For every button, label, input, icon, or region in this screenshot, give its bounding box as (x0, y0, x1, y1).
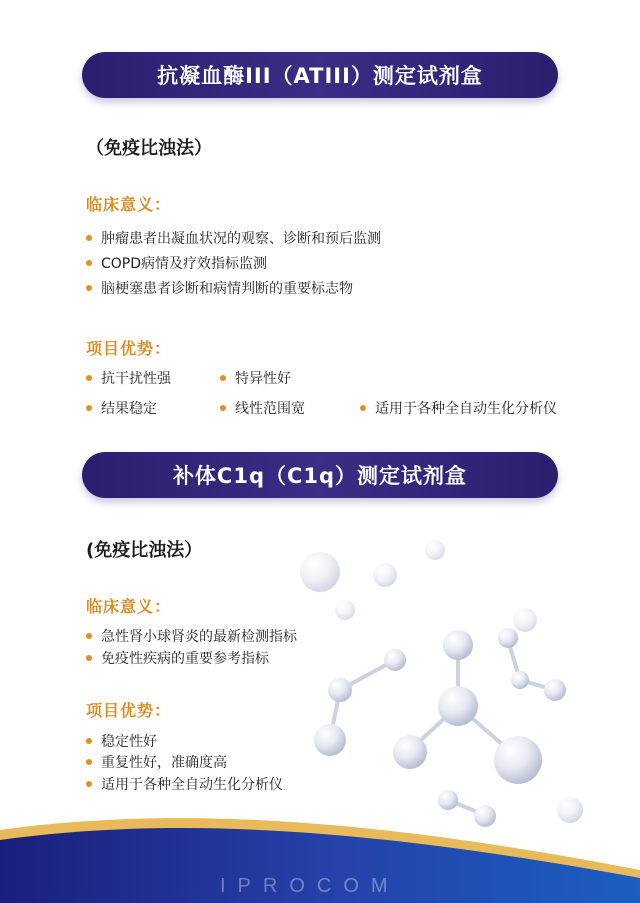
bullet-icon (86, 285, 92, 291)
section1-title: 抗凝血酶III（ATIII）测定试剂盒 (157, 64, 483, 88)
bullet-icon (86, 405, 92, 411)
list-item: 适用于各种全自动生化分析仪 (360, 398, 557, 418)
section2-title: 补体C1q（C1q）测定试剂盒 (172, 464, 468, 488)
list-item: 特异性好 (220, 368, 291, 388)
bullet-icon (360, 405, 366, 411)
bullet-icon (220, 405, 226, 411)
section1-title-banner (82, 52, 558, 98)
section2-clinical-heading: 临床意义： (86, 597, 172, 616)
bullet-icon (86, 781, 92, 787)
brand-watermark: IPROCOM (220, 875, 400, 897)
bullet-icon (86, 738, 92, 744)
list-item: 脑梗塞患者诊断和病情判断的重要标志物 (86, 278, 353, 298)
list-item: 急性肾小球肾炎的最新检测指标 (86, 626, 297, 646)
bullet-icon (220, 375, 226, 381)
section2-title-banner (82, 452, 558, 498)
bullet-icon (86, 633, 92, 639)
list-item: 稳定性好 (86, 731, 157, 751)
list-item: 结果稳定 (86, 398, 157, 418)
section1-advantage-heading: 项目优势： (86, 339, 172, 358)
list-item: COPD病情及疗效指标监测 (86, 253, 267, 273)
bullet-icon (86, 235, 92, 241)
section2-method: (免疫比浊法） (86, 540, 203, 561)
section2-advantage-heading: 项目优势： (86, 701, 172, 720)
list-item: 重复性好，准确度高 (86, 752, 227, 772)
list-item: 抗干扰性强 (86, 368, 171, 388)
list-item: 适用于各种全自动生化分析仪 (86, 774, 283, 794)
bullet-icon (86, 759, 92, 765)
list-item: 肿瘤患者出凝血状况的观察、诊断和预后监测 (86, 228, 381, 248)
list-item: 线性范围宽 (220, 398, 305, 418)
bullet-icon (86, 260, 92, 266)
section1-method: （免疫比浊法） (86, 138, 212, 159)
section1-clinical-heading: 临床意义： (86, 195, 172, 214)
molecule-atom (300, 540, 583, 827)
bullet-icon (86, 655, 92, 661)
list-item: 免疫性疾病的重要参考指标 (86, 648, 269, 668)
bullet-icon (86, 375, 92, 381)
